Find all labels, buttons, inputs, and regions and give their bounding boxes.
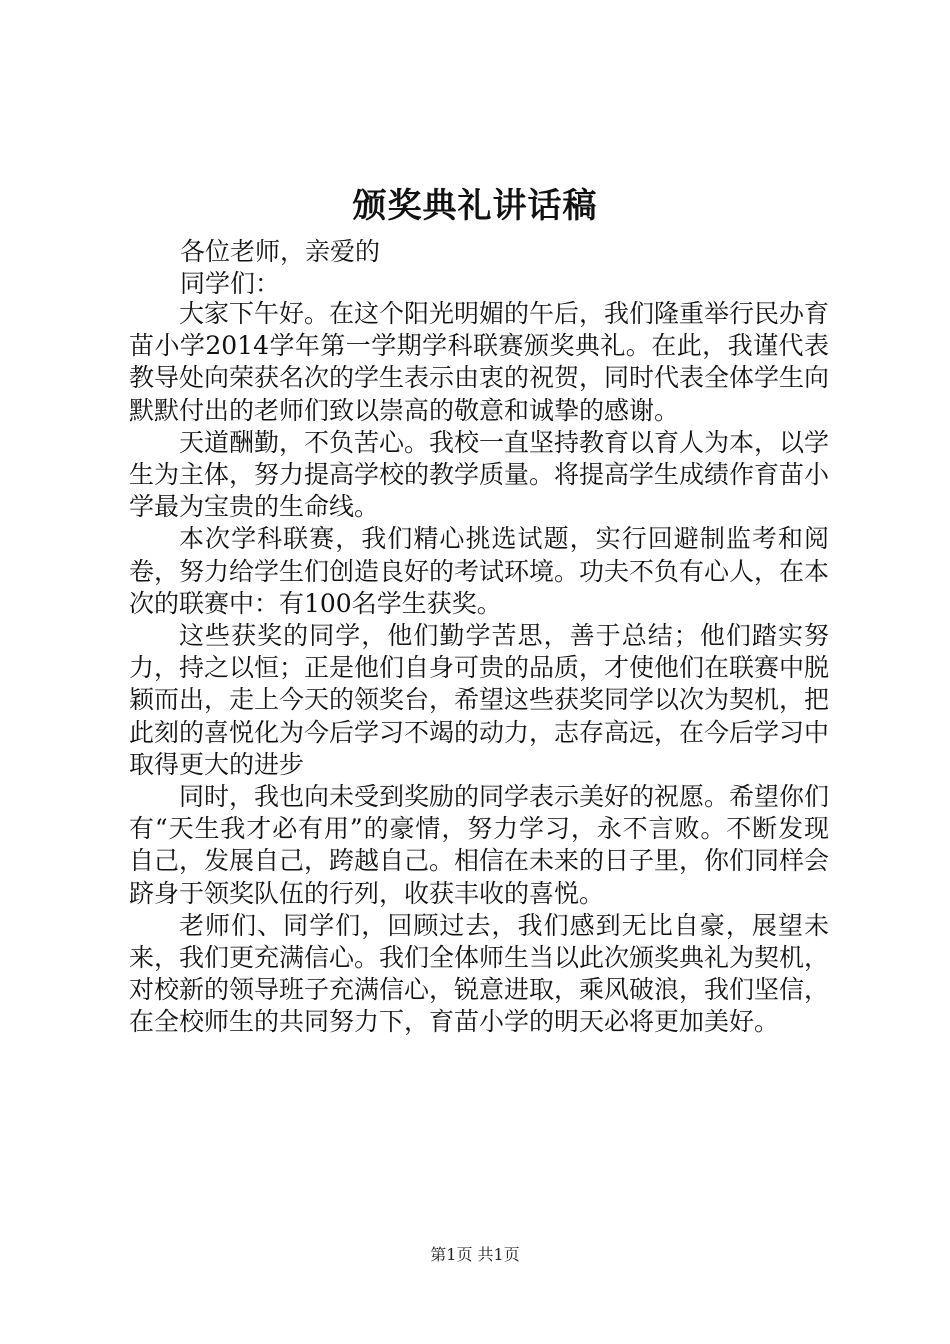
paragraph-winners: 这些获奖的同学，他们勤学苦思，善于总结；他们踏实努力，持之以恒；正是他们自身可贵的品质，才使他们在联赛中脱颖而出，走上今天的领奖台，希望这些获奖同学以次为契机，把此刻的喜悦化为今后学习不竭的动力，志存高远，在今后学习中取得更大的进步 xyxy=(129,621,830,779)
salutation-line-1: 各位老师，亲爱的 xyxy=(180,237,381,266)
paragraph-competition: 本次学科联赛，我们精心挑选试题，实行回避制监考和阅卷，努力给学生们创造良好的考试环境。功夫不负有心人，在本次的联赛中：有100名学生获奖。 xyxy=(129,524,830,618)
document-title: 颁奖典礼讲话稿 xyxy=(352,186,598,226)
document-body xyxy=(129,298,829,1039)
paragraph-hard-work: 天道酬勤，不负苦心。我校一直坚持教育以育人为本，以学生为主体，努力提高学校的教学质量。将提高学生成绩作育苗小学最为宝贵的生命线。 xyxy=(129,427,830,522)
paragraph-closing: 老师们、同学们，回顾过去，我们感到无比自豪，展望未来，我们更充满信心。我们全体师生当以此次颁奖典礼为契机，对校新的领导班子充满信心，锐意进取，乘风破浪，我们坚信，在全校师生的共同努力下，育苗小学的明天必将更加美好。 xyxy=(129,910,830,1037)
page-footer: 第1页 共1页 xyxy=(430,1245,520,1264)
salutation-line-2: 同学们： xyxy=(180,269,281,298)
paragraph-encouragement: 同时，我也向未受到奖励的同学表示美好的祝愿。希望你们有“天生我才必有用”的豪情，努力学习，永不言败。不断发现自己，发展自己，跨越自己。相信在未来的日子里，你们同样会跻身于领奖队伍的行列，收获丰收的喜悦。 xyxy=(129,782,830,908)
paragraph-greeting: 大家下午好。在这个阳光明媚的午后，我们隆重举行民办育苗小学2014学年第一学期学科联赛颁奖典礼。在此，我谨代表教导处向荣获名次的学生表示由衷的祝贺，同时代表全体学生向默默付出的老师们致以崇高的敬意和诚挚的感谢。 xyxy=(129,299,830,425)
